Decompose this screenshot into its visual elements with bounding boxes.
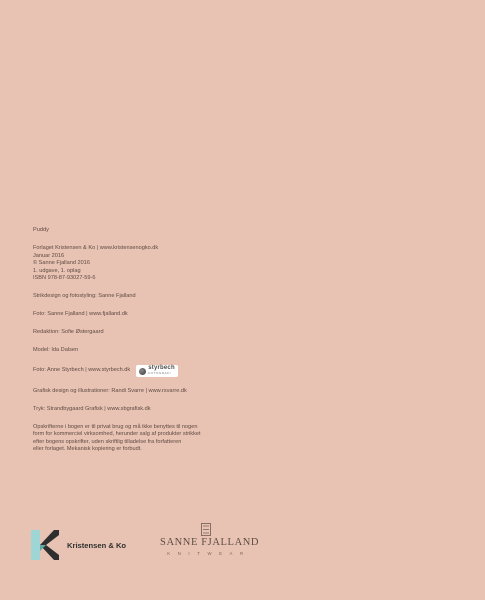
photographer-credit: Foto: Anne Styrbech | www.styrbech.dk styrbech FOTOGRAFI [33,365,263,377]
styrbech-logo [136,365,178,377]
publisher-line: Forlaget Kristensen & Ko | www.kristensenogko.dk [33,244,159,251]
k-mark-icon [31,530,59,560]
design-credit: Grafisk design og illustrationer: Randi Svarre | www.rsvarre.dk [33,387,187,394]
copyright-notice: Opskrifterne i bogen er til privat brug og må ikke benyttes til nogen form for kommerciel virksomhed, herunder salg af produkter strikket efter bogens opskrifter, uden skriftlig tilladelse fra forfatteren eller forlaget. Mekanisk kopiering er forbudt. [33,423,201,453]
colophon-heading: Puddy [33,227,49,233]
publication-info [33,245,263,283]
printer-credit: Tryk: Strandbygaard Grafisk | www.sbgrafisk.dk [33,405,151,412]
model-credit: Model: Ida Dalsen [33,347,79,354]
knitting-design-credit: Strikdesign og fotostyling: Sanne Fjalland [33,293,136,300]
photo-credit-author: Foto: Sanne Fjalland | www.fjalland.dk [33,311,128,318]
kristensen-ko-logo [31,530,126,560]
colophon [33,227,263,464]
edition-line: 1. udgave, 1. oplag [33,267,81,274]
monogram-icon [201,523,211,536]
brand-subline: KNITWEAR [167,551,251,556]
brand-name: SANNE FJALLAND [160,537,260,548]
editor-credit: Redaktion: Sofie Østergaard [33,329,104,336]
edition-date: Januar 2016 [33,252,65,259]
sanne-fjalland-logo [160,523,260,556]
copyright-line: © Sanne Fjalland 2016 [33,260,90,267]
studio-logo-wordmark: styrbech [148,365,175,372]
studio-logo-subline: FOTOGRAFI [148,371,172,376]
isbn-line: ISBN 978-87-93027-59-6 [33,275,96,282]
publisher-name: Kristensen & Ko [67,540,127,550]
camera-lens-icon [139,368,146,375]
